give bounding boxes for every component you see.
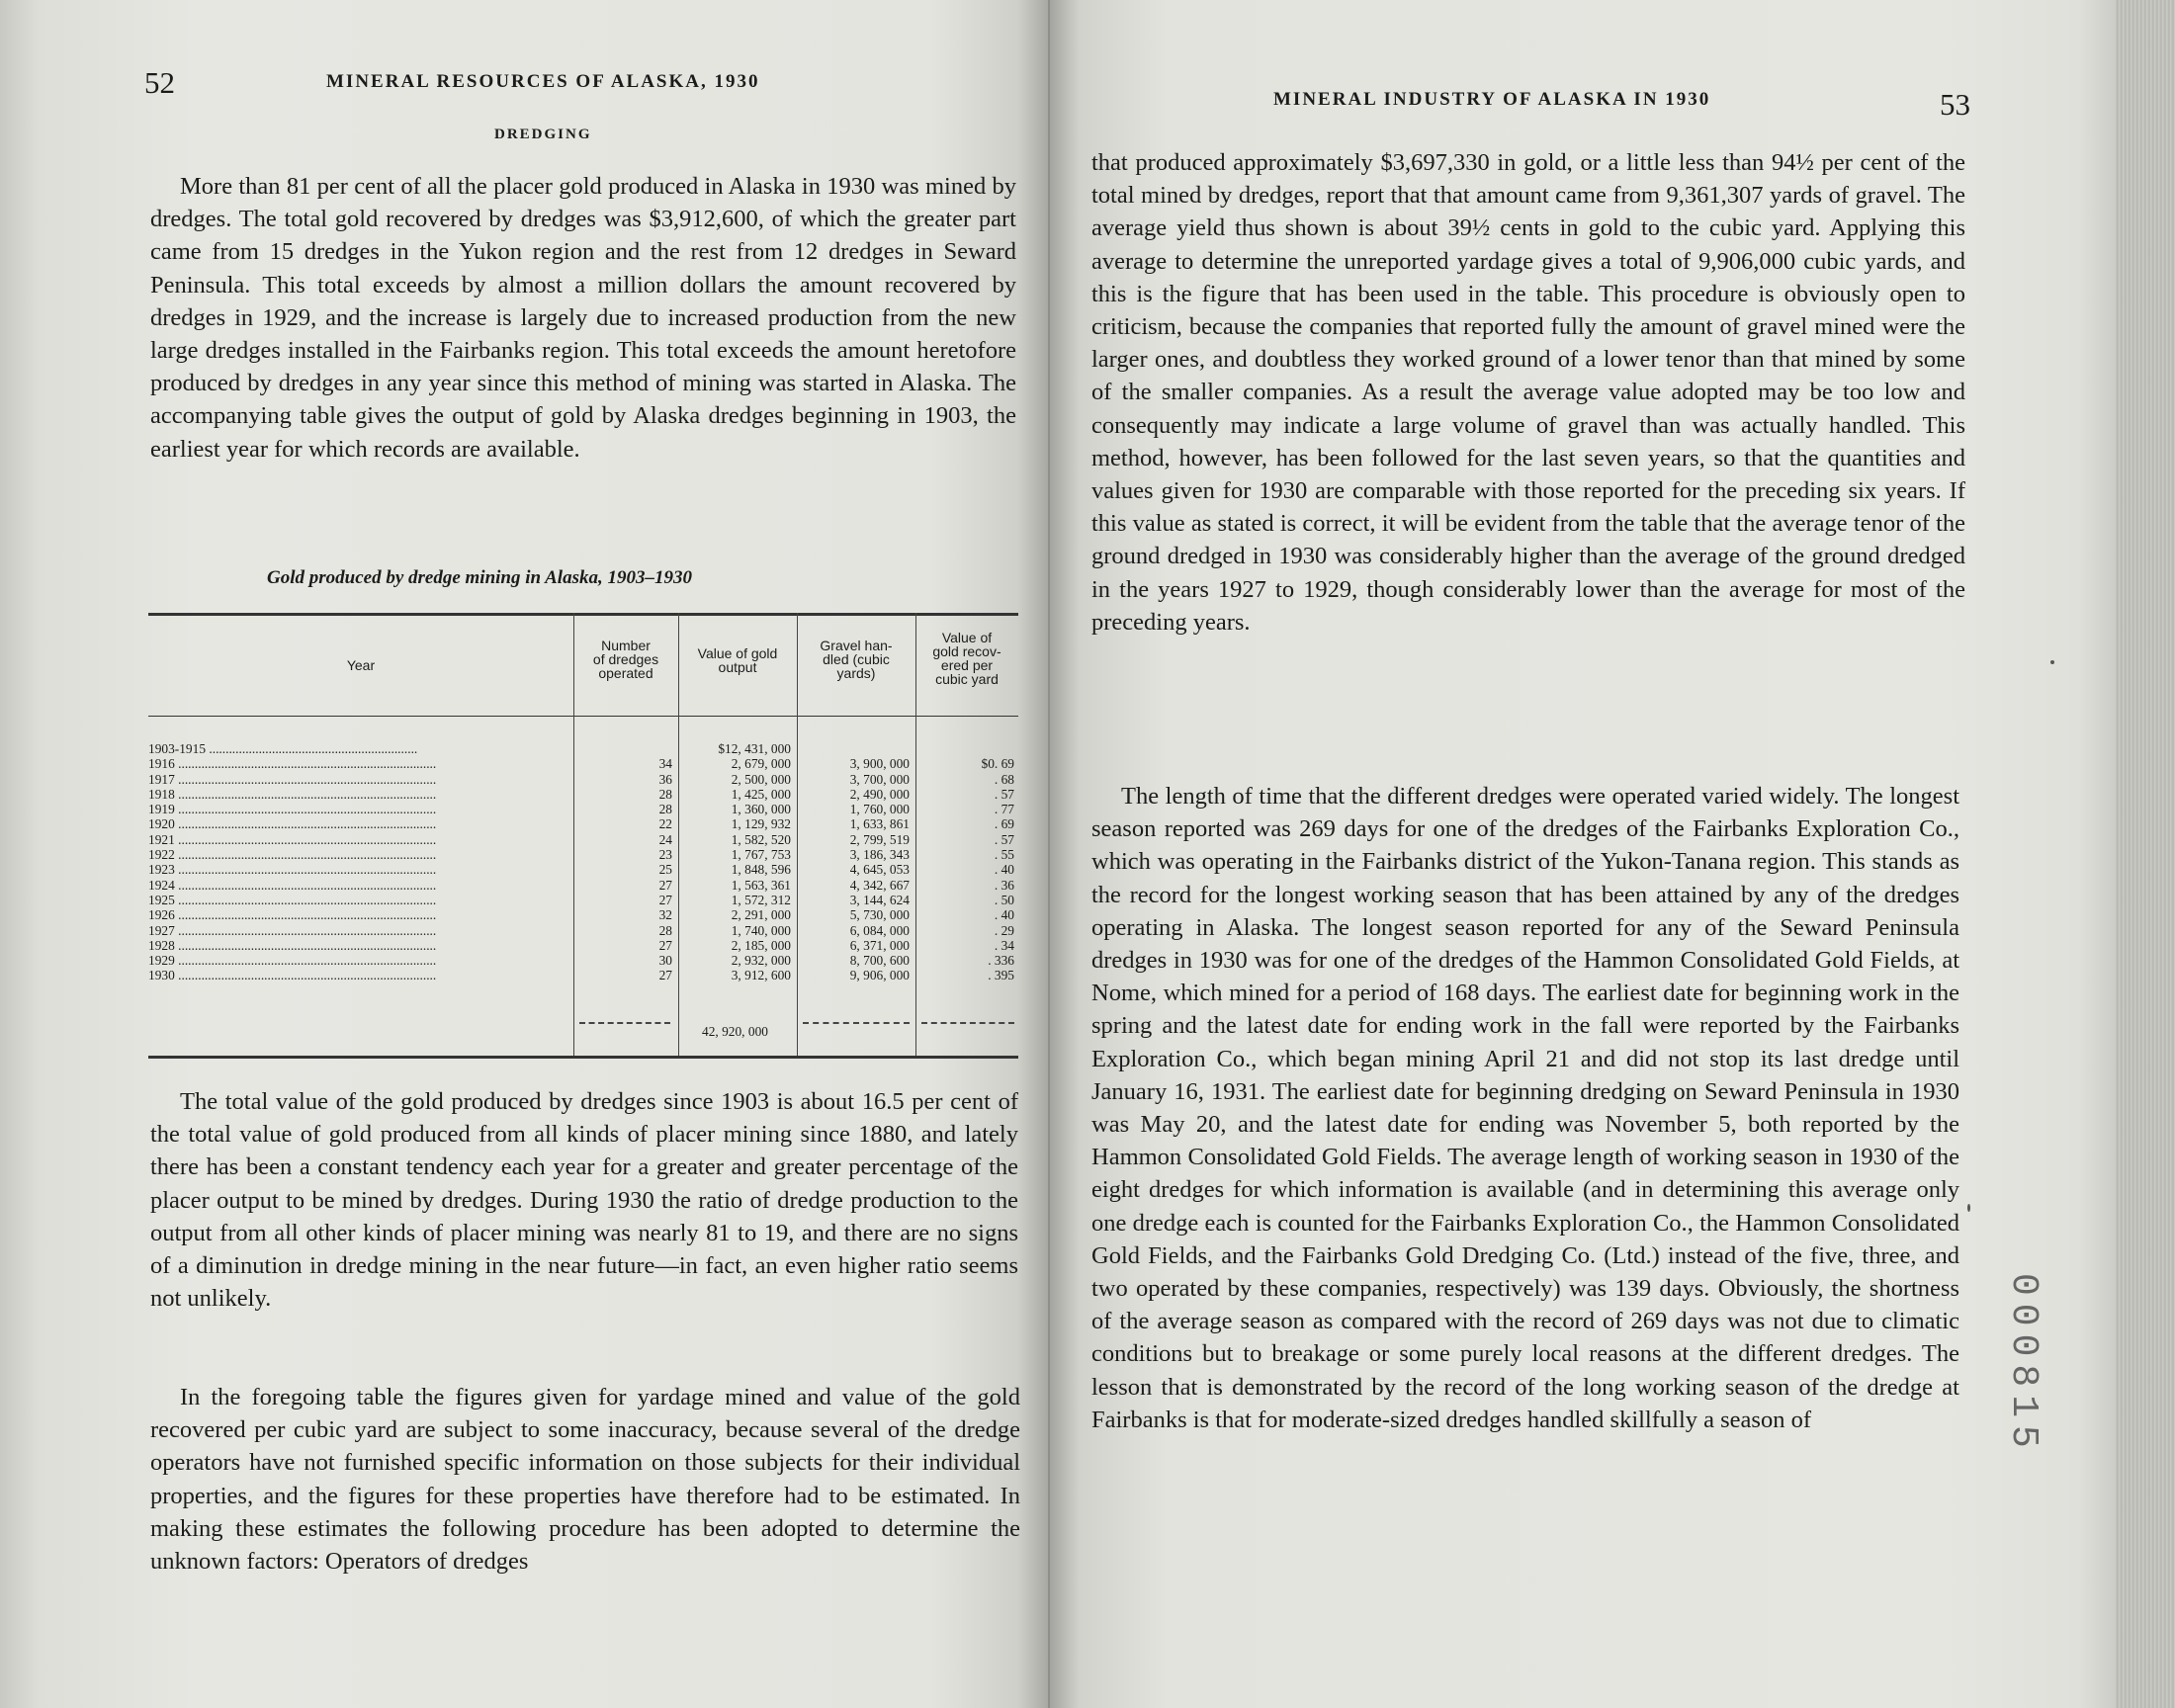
year-cell: 1920 .............................................................................. bbox=[148, 816, 437, 832]
value-cell: 1, 563, 361 bbox=[731, 877, 791, 893]
per-yard-cell: . 50 bbox=[994, 892, 1014, 907]
year-cell: 1921 .............................................................................. bbox=[148, 831, 437, 847]
value-cell: 3, 912, 600 bbox=[731, 968, 791, 983]
value-cell: 1, 129, 932 bbox=[731, 816, 791, 832]
year-cell: 1929 .............................................................................. bbox=[148, 953, 437, 969]
dredges-cell: 27 bbox=[658, 877, 672, 893]
header-year: Year bbox=[346, 657, 376, 673]
per-yard-cell: . 395 bbox=[988, 968, 1014, 983]
dredges-cell: 28 bbox=[658, 922, 672, 938]
year-cell: 1924 .............................................................................. bbox=[148, 877, 437, 893]
running-head: MINERAL RESOURCES OF ALASKA, 1930 bbox=[326, 71, 760, 92]
paragraph: The length of time that the different dredges were operated varied widely. The longest season reported was 269 days for one of the dredges of the Fairbanks Exploration Co., which was operating in the Fairbanks district of the Yukon-Tanana region. This stands as the record for the longest working season that has been attained by any of the dredges operating in Alaska. The longest season reported for any of the Seward Peninsula dredges in 1930 was for one of the dredges of the Hammon Consolidated Gold Fields, at Nome, which mined for a period of 168 days. The earliest date for beginning work in the spring and the latest date for ending work in the fall were reported by the Fairbanks Exploration Co., which began mining April 21 and did not stop its last dredge until January 16, 1931. The earliest date for beginning dredging on Seward Peninsula in 1930 was May 20, and the latest date for ending was November 5, both reported by the Hammon Consolidated Gold Fields. The average length of working season in 1930 of the eight dredges for which information is available (and in determining this average only one dredge each is counted for the Fairbanks Exploration Co., the Hammon Consolidated Gold Fields, and the Fairbanks Gold Dredging Co. (Ltd.) instead of the five, three, and two operated by these companies, respectively) was 139 days. Obviously, the shortness of the average season as compared with the record of 269 days was not due to climatic conditions but to breakage or some purely local reasons at the different dredges. The lesson that is demonstrated by the record of the long working season of the dredge at Fairbanks is that for moderate-sized dredges handled skillfully a season of bbox=[1091, 783, 1959, 1433]
gold-dredge-table bbox=[148, 613, 1018, 1056]
dredges-cell: 36 bbox=[658, 771, 672, 787]
per-yard-cell: . 29 bbox=[994, 922, 1014, 938]
paragraph: In the foregoing table the figures given for yardage mined and value of the gold recovered per cubic yard are subject to some inaccuracy, because several of the dredge operators have not furnished specific information on those subjects for their individual properties, and the figures for these properties have therefore had to be estimated. In making these estimates the following procedure has been adopted to determine the unknown factors: Operators of dredges bbox=[150, 1384, 1020, 1576]
year-cell: 1922 .............................................................................. bbox=[148, 847, 437, 863]
value-cell: 2, 932, 000 bbox=[731, 953, 791, 969]
dredges-cell: 34 bbox=[658, 756, 672, 772]
dredges-cell: 22 bbox=[658, 816, 672, 832]
header-value: Value of gold output bbox=[697, 645, 778, 675]
per-yard-cell bbox=[915, 741, 1014, 756]
gravel-cell: 3, 900, 000 bbox=[849, 756, 910, 772]
gravel-cell: 9, 906, 000 bbox=[849, 968, 910, 983]
header-gravel: Gravel han- dled (cubic yards) bbox=[820, 638, 893, 681]
year-cell: 1923 .............................................................................. bbox=[148, 862, 437, 878]
value-cell: 2, 500, 000 bbox=[731, 771, 791, 787]
year-cell: 1916 .............................................................................. bbox=[148, 756, 437, 772]
dredges-column bbox=[573, 741, 672, 983]
left-page bbox=[0, 0, 1048, 1708]
per-yard-cell: . 68 bbox=[994, 771, 1014, 787]
dredges-cell: 27 bbox=[658, 968, 672, 983]
dredges-cell: 23 bbox=[658, 847, 672, 863]
value-cell: 1, 572, 312 bbox=[731, 892, 791, 907]
gravel-cell bbox=[797, 741, 910, 756]
dredges-cell: 27 bbox=[658, 892, 672, 907]
per-yard-cell: . 36 bbox=[994, 877, 1014, 893]
gravel-column bbox=[797, 741, 910, 983]
page-number: 52 bbox=[144, 65, 175, 100]
gravel-cell: 2, 490, 000 bbox=[849, 786, 910, 802]
table-bottom-rule bbox=[148, 1056, 1018, 1059]
value-cell: 2, 679, 000 bbox=[731, 756, 791, 772]
margin-stamp: 000815 bbox=[2002, 1273, 2044, 1456]
per-yard-cell: . 40 bbox=[994, 907, 1014, 923]
dredges-cell: 25 bbox=[658, 862, 672, 878]
year-cell: 1903-1915 ............................................................... bbox=[148, 741, 418, 756]
right-page bbox=[1050, 0, 2118, 1708]
gravel-cell: 6, 084, 000 bbox=[849, 922, 910, 938]
per-yard-cell: . 69 bbox=[994, 816, 1014, 832]
header-rule bbox=[148, 716, 1018, 717]
year-cell: 1928 .............................................................................. bbox=[148, 937, 437, 953]
gravel-cell: 4, 342, 667 bbox=[849, 877, 910, 893]
speck bbox=[2050, 660, 2054, 664]
dredges-cell: 32 bbox=[658, 907, 672, 923]
header-dredges: Number of dredges operated bbox=[592, 638, 659, 681]
table-caption: Gold produced by dredge mining in Alaska, 1903–1930 bbox=[267, 567, 692, 588]
value-cell: 1, 767, 753 bbox=[731, 847, 791, 863]
per-yard-cell: . 77 bbox=[994, 802, 1014, 817]
dredges-cell: 28 bbox=[658, 802, 672, 817]
year-cell: 1919 .............................................................................. bbox=[148, 802, 437, 817]
per-yard-cell: $0. 69 bbox=[981, 756, 1014, 772]
value-cell: 1, 360, 000 bbox=[731, 802, 791, 817]
paragraph: The total value of the gold produced by dredges since 1903 is about 16.5 per cent of the total value of gold produced from all kinds of placer mining since 1880, and lately there has been a constant tendency each year for a greater and greater percentage of the placer output to be mined by dredges. During 1930 the ratio of dredge production to the output from all other kinds of placer mining was nearly 81 to 19, and there are no signs of a diminution in dredge mining in the near future—in fact, an even higher ratio seems not unlikely. bbox=[150, 1088, 1018, 1313]
gravel-cell: 4, 645, 053 bbox=[849, 862, 910, 878]
page-number: 53 bbox=[1940, 87, 1970, 122]
total-value: 42, 920, 000 bbox=[702, 1024, 768, 1039]
per-yard-cell: . 57 bbox=[994, 786, 1014, 802]
total-rule bbox=[579, 1022, 670, 1024]
running-head: MINERAL INDUSTRY OF ALASKA IN 1930 bbox=[1273, 89, 1711, 110]
year-cell: 1926 .............................................................................. bbox=[148, 907, 437, 923]
page-edge bbox=[2116, 0, 2175, 1708]
year-cell: 1917 .............................................................................. bbox=[148, 771, 437, 787]
per-yard-cell: . 34 bbox=[994, 937, 1014, 953]
dredges-cell: 30 bbox=[658, 953, 672, 969]
year-cell: 1918 .............................................................................. bbox=[148, 786, 437, 802]
value-cell: 1, 582, 520 bbox=[731, 831, 791, 847]
header-per-yard: Value of gold recov- ered per cubic yard bbox=[932, 630, 1001, 687]
gravel-cell: 1, 633, 861 bbox=[849, 816, 910, 832]
per-yard-cell: . 57 bbox=[994, 831, 1014, 847]
gravel-cell: 1, 760, 000 bbox=[849, 802, 910, 817]
dredges-cell: 27 bbox=[658, 937, 672, 953]
per-yard-cell: . 40 bbox=[994, 862, 1014, 878]
gravel-cell: 3, 186, 343 bbox=[849, 847, 910, 863]
paragraph: More than 81 per cent of all the placer gold produced in Alaska in 1930 was mined by dredges. The total gold recovered by dredges was $3,912,600, of which the greater part came from 15 dredges in the Yukon region and the rest from 12 dredges in Seward Peninsula. This total exceeds by almost a million dollars the amount recovered by dredges in 1929, and the increase is largely due to increased production from the new large dredges installed in the Fairbanks region. This total exceeds the amount heretofore produced by dredges in any year since this method of mining was started in Alaska. The accompanying table gives the output of gold by Alaska dredges beginning in 1903, the earliest year for which records are available. bbox=[150, 173, 1016, 463]
dredges-cell bbox=[573, 741, 672, 756]
value-cell: 1, 425, 000 bbox=[731, 786, 791, 802]
per-yard-cell: . 55 bbox=[994, 847, 1014, 863]
value-cell: 2, 291, 000 bbox=[731, 907, 791, 923]
value-cell: 1, 848, 596 bbox=[731, 862, 791, 878]
gravel-cell: 6, 371, 000 bbox=[849, 937, 910, 953]
year-cell: 1925 .............................................................................. bbox=[148, 892, 437, 907]
year-cell: 1930 .............................................................................. bbox=[148, 968, 437, 983]
gravel-cell: 2, 799, 519 bbox=[849, 831, 910, 847]
per-yard-column bbox=[915, 741, 1014, 983]
speck bbox=[1967, 1204, 1970, 1212]
total-rule bbox=[921, 1022, 1014, 1024]
value-cell: 1, 740, 000 bbox=[731, 922, 791, 938]
year-column bbox=[148, 741, 573, 983]
gravel-cell: 3, 144, 624 bbox=[849, 892, 910, 907]
value-column bbox=[678, 741, 791, 983]
gravel-cell: 3, 700, 000 bbox=[849, 771, 910, 787]
dredges-cell: 24 bbox=[658, 831, 672, 847]
paragraph: that produced approximately $3,697,330 in gold, or a little less than 94½ per cent of the total mined by dredges, report that that amount came from 9,361,307 yards of gravel. The average yield thus shown is about 39½ cents in gold to the cubic yard. Applying this average to determine the unreported yardage gives a total of 9,906,000 cubic yards, and this is the figure that has been used in the table. This procedure is obviously open to criticism, because the companies that reported fully the amount of gravel mined were the larger ones, and doubtless they worked ground of a lower tenor than that mined by some of the smaller companies. As a result the average value adopted may be too low and consequently may indicate a large volume of gravel than was actually handled. This method, however, has been followed for the last seven years, so that the quantities and values given for 1930 are comparable with those reported for the preceding six years. If this value as stated is correct, it will be evident from the table that the average tenor of the ground dredged in 1930 was considerably higher than the average of the ground dredged in the years 1927 to 1929, though considerably lower than the average for most of the preceding years. bbox=[1091, 149, 1965, 636]
value-cell: 2, 185, 000 bbox=[731, 937, 791, 953]
gravel-cell: 8, 700, 600 bbox=[849, 953, 910, 969]
section-heading: DREDGING bbox=[494, 127, 592, 142]
table-top-rule bbox=[148, 613, 1018, 616]
total-rule bbox=[803, 1022, 910, 1024]
dredges-cell: 28 bbox=[658, 786, 672, 802]
per-yard-cell: . 336 bbox=[988, 953, 1014, 969]
year-cell: 1927 .............................................................................. bbox=[148, 922, 437, 938]
gravel-cell: 5, 730, 000 bbox=[849, 907, 910, 923]
value-cell: $12, 431, 000 bbox=[718, 741, 791, 756]
